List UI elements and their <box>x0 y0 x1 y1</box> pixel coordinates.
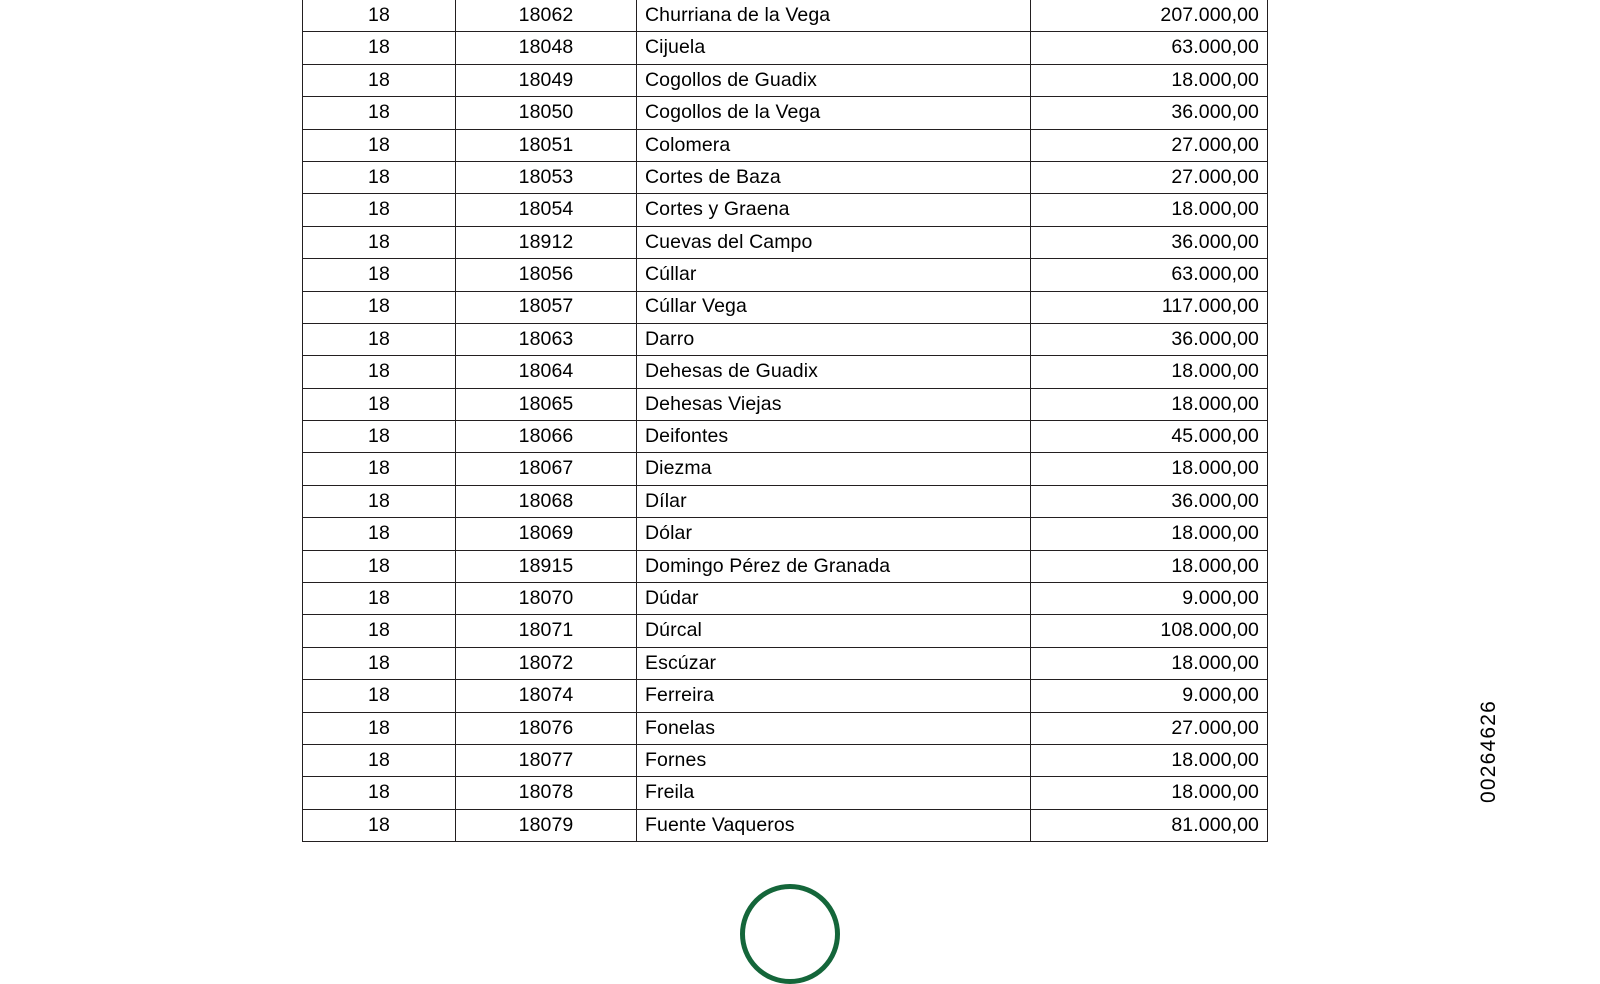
cell-province-code: 18 <box>303 64 456 96</box>
cell-amount: 18.000,00 <box>1031 453 1268 485</box>
cell-amount: 108.000,00 <box>1031 615 1268 647</box>
cell-municipality-code: 18048 <box>456 32 637 64</box>
cell-amount: 36.000,00 <box>1031 97 1268 129</box>
cell-municipality-code: 18912 <box>456 226 637 258</box>
cell-municipality-name: Cúllar <box>637 259 1031 291</box>
table-row <box>303 194 1268 226</box>
cell-province-code: 18 <box>303 485 456 517</box>
cell-province-code: 18 <box>303 291 456 323</box>
cell-province-code: 18 <box>303 323 456 355</box>
cell-amount: 36.000,00 <box>1031 485 1268 517</box>
cell-amount: 36.000,00 <box>1031 226 1268 258</box>
table-body <box>303 0 1268 842</box>
cell-amount: 27.000,00 <box>1031 712 1268 744</box>
cell-municipality-name: Domingo Pérez de Granada <box>637 550 1031 582</box>
cell-municipality-name: Fornes <box>637 744 1031 776</box>
cell-amount: 27.000,00 <box>1031 161 1268 193</box>
cell-amount: 18.000,00 <box>1031 356 1268 388</box>
cell-municipality-name: Cortes de Baza <box>637 161 1031 193</box>
cell-municipality-code: 18051 <box>456 129 637 161</box>
table-row <box>303 647 1268 679</box>
cell-municipality-code: 18072 <box>456 647 637 679</box>
cell-amount: 45.000,00 <box>1031 421 1268 453</box>
table-row <box>303 453 1268 485</box>
cell-amount: 63.000,00 <box>1031 259 1268 291</box>
cell-municipality-code: 18063 <box>456 323 637 355</box>
cell-municipality-code: 18064 <box>456 356 637 388</box>
table-row <box>303 712 1268 744</box>
cell-amount: 18.000,00 <box>1031 744 1268 776</box>
cell-province-code: 18 <box>303 647 456 679</box>
cell-municipality-code: 18067 <box>456 453 637 485</box>
cell-municipality-name: Dúrcal <box>637 615 1031 647</box>
cell-municipality-code: 18076 <box>456 712 637 744</box>
cell-municipality-name: Fonelas <box>637 712 1031 744</box>
cell-municipality-code: 18915 <box>456 550 637 582</box>
table-row <box>303 291 1268 323</box>
table-row <box>303 388 1268 420</box>
table-row <box>303 583 1268 615</box>
table-row <box>303 809 1268 841</box>
table-row <box>303 129 1268 161</box>
cell-municipality-code: 18065 <box>456 388 637 420</box>
cell-province-code: 18 <box>303 550 456 582</box>
cell-municipality-code: 18079 <box>456 809 637 841</box>
cell-province-code: 18 <box>303 129 456 161</box>
table-row <box>303 615 1268 647</box>
cell-municipality-name: Darro <box>637 323 1031 355</box>
cell-province-code: 18 <box>303 259 456 291</box>
table-row <box>303 421 1268 453</box>
cell-province-code: 18 <box>303 388 456 420</box>
table-row <box>303 64 1268 96</box>
table-row <box>303 97 1268 129</box>
table-row <box>303 323 1268 355</box>
cell-province-code: 18 <box>303 0 456 32</box>
table-row <box>303 744 1268 776</box>
table-row <box>303 356 1268 388</box>
cell-municipality-name: Churriana de la Vega <box>637 0 1031 32</box>
cell-province-code: 18 <box>303 453 456 485</box>
cell-municipality-code: 18078 <box>456 777 637 809</box>
cell-municipality-name: Cúllar Vega <box>637 291 1031 323</box>
official-seal-icon <box>740 884 840 984</box>
cell-municipality-name: Ferreira <box>637 680 1031 712</box>
cell-municipality-code: 18069 <box>456 518 637 550</box>
table-row <box>303 680 1268 712</box>
document-reference-number: 00264626 <box>1477 700 1500 804</box>
cell-municipality-name: Dílar <box>637 485 1031 517</box>
cell-municipality-name: Dehesas Viejas <box>637 388 1031 420</box>
cell-municipality-code: 18049 <box>456 64 637 96</box>
cell-amount: 117.000,00 <box>1031 291 1268 323</box>
cell-province-code: 18 <box>303 226 456 258</box>
cell-municipality-name: Cortes y Graena <box>637 194 1031 226</box>
cell-province-code: 18 <box>303 712 456 744</box>
cell-municipality-name: Colomera <box>637 129 1031 161</box>
cell-amount: 27.000,00 <box>1031 129 1268 161</box>
cell-municipality-name: Cogollos de Guadix <box>637 64 1031 96</box>
cell-municipality-code: 18057 <box>456 291 637 323</box>
cell-municipality-code: 18053 <box>456 161 637 193</box>
cell-amount: 18.000,00 <box>1031 388 1268 420</box>
cell-amount: 18.000,00 <box>1031 64 1268 96</box>
cell-amount: 18.000,00 <box>1031 550 1268 582</box>
cell-municipality-code: 18062 <box>456 0 637 32</box>
cell-municipality-name: Freila <box>637 777 1031 809</box>
cell-municipality-code: 18054 <box>456 194 637 226</box>
table-row <box>303 518 1268 550</box>
cell-province-code: 18 <box>303 161 456 193</box>
municipality-subsidy-table <box>302 0 1268 842</box>
cell-municipality-name: Deifontes <box>637 421 1031 453</box>
cell-amount: 36.000,00 <box>1031 323 1268 355</box>
cell-province-code: 18 <box>303 680 456 712</box>
cell-amount: 18.000,00 <box>1031 777 1268 809</box>
cell-municipality-name: Fuente Vaqueros <box>637 809 1031 841</box>
cell-municipality-code: 18050 <box>456 97 637 129</box>
cell-amount: 9.000,00 <box>1031 680 1268 712</box>
cell-municipality-code: 18056 <box>456 259 637 291</box>
table-row <box>303 0 1268 32</box>
cell-amount: 81.000,00 <box>1031 809 1268 841</box>
cell-amount: 18.000,00 <box>1031 194 1268 226</box>
cell-amount: 18.000,00 <box>1031 647 1268 679</box>
cell-amount: 9.000,00 <box>1031 583 1268 615</box>
cell-municipality-code: 18070 <box>456 583 637 615</box>
cell-province-code: 18 <box>303 421 456 453</box>
cell-municipality-code: 18074 <box>456 680 637 712</box>
cell-municipality-name: Cijuela <box>637 32 1031 64</box>
cell-amount: 63.000,00 <box>1031 32 1268 64</box>
cell-amount: 207.000,00 <box>1031 0 1268 32</box>
cell-province-code: 18 <box>303 615 456 647</box>
cell-province-code: 18 <box>303 356 456 388</box>
cell-province-code: 18 <box>303 518 456 550</box>
cell-municipality-name: Escúzar <box>637 647 1031 679</box>
cell-municipality-name: Dúdar <box>637 583 1031 615</box>
table-row <box>303 485 1268 517</box>
cell-municipality-code: 18077 <box>456 744 637 776</box>
cell-municipality-name: Diezma <box>637 453 1031 485</box>
cell-province-code: 18 <box>303 744 456 776</box>
cell-municipality-name: Cuevas del Campo <box>637 226 1031 258</box>
cell-province-code: 18 <box>303 32 456 64</box>
table-row <box>303 259 1268 291</box>
table-row <box>303 550 1268 582</box>
cell-province-code: 18 <box>303 97 456 129</box>
cell-province-code: 18 <box>303 809 456 841</box>
cell-municipality-code: 18066 <box>456 421 637 453</box>
cell-municipality-code: 18071 <box>456 615 637 647</box>
table-row <box>303 32 1268 64</box>
cell-municipality-name: Cogollos de la Vega <box>637 97 1031 129</box>
table-row <box>303 777 1268 809</box>
cell-municipality-code: 18068 <box>456 485 637 517</box>
cell-province-code: 18 <box>303 194 456 226</box>
table-row <box>303 226 1268 258</box>
cell-amount: 18.000,00 <box>1031 518 1268 550</box>
table-row <box>303 161 1268 193</box>
cell-province-code: 18 <box>303 777 456 809</box>
cell-province-code: 18 <box>303 583 456 615</box>
cell-municipality-name: Dólar <box>637 518 1031 550</box>
cell-municipality-name: Dehesas de Guadix <box>637 356 1031 388</box>
